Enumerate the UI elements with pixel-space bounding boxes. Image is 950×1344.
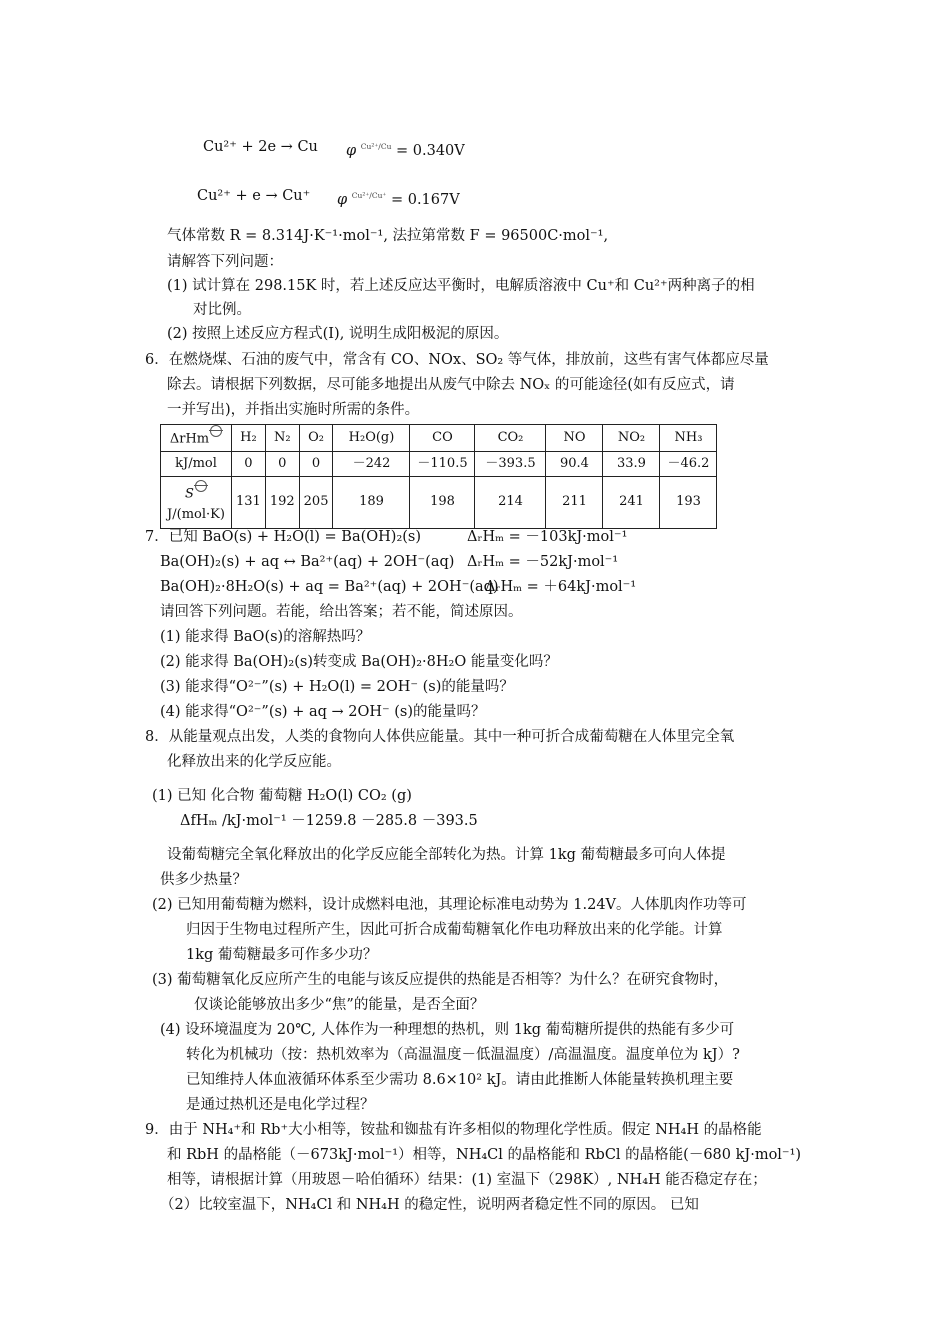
problem-8-line-2: 化释放出来的化学反应能。 [167, 754, 341, 770]
species-cell: H₂O(g) [333, 425, 410, 452]
problem-7-enthalpy-2: ΔᵣHₘ = －52kJ·mol⁻¹ [467, 554, 619, 570]
potential-1-value: = 0.340V [396, 142, 465, 159]
problem-8-line-6: 归因于生物电过程所产生，因此可折合成葡萄糖氧化作电功释放出来的化学能。计算 [186, 922, 723, 938]
problem-9-line-1: 9．由于 NH₄⁺和 Rb⁺大小相等，铵盐和铷盐有许多相似的物理化学性质。假定 NH₄H 的晶格能 [145, 1122, 762, 1138]
question-5-1: (1) 试计算在 298.15K 时，若上述反应达平衡时，电解质溶液中 Cu⁺和 Cu²⁺两种离子的相 [167, 278, 755, 294]
potential-1-subscript: Cu²⁺/Cu [360, 142, 392, 151]
dh-value-cell: 90.4 [546, 452, 603, 477]
problem-7-instruction: 请回答下列问题。若能，给出答案；若不能，简述原因。 [160, 604, 523, 620]
potential-2 [337, 186, 460, 210]
entropy-value-cell: 131 [232, 477, 266, 528]
problem-7-enthalpy-3: ΔᵣHₘ = ＋64kJ·mol⁻¹ [485, 579, 637, 595]
reaction-2: Cu²⁺ + e → Cu⁺ [197, 188, 311, 204]
standard-state-icon [210, 425, 222, 437]
entropy-value-cell: 192 [265, 477, 299, 528]
reaction-1: Cu²⁺ + 2e → Cu [203, 139, 318, 155]
dh-value-cell: 0 [265, 452, 299, 477]
dh-value-cell: 0 [232, 452, 266, 477]
problem-8-line-9: 仅谈论能够放出多少“焦”的能量，是否全面？ [194, 997, 485, 1013]
problem-6-line-1: 6．在燃烧煤、石油的废气中，常含有 CO、NOx、SO₂ 等气体，排放前，这些有害气体都应尽量 [145, 352, 769, 368]
dh-label-cell [161, 425, 232, 452]
dh-value-cell: －110.5 [410, 452, 475, 477]
problem-9-line-3: 相等，请根据计算（用玻恩－哈伯循环）结果：(1) 室温下（298K）, NH₄H 能否稳定存在； [167, 1172, 767, 1188]
problem-8-line-13: 是通过热机还是电化学过程？ [186, 1097, 375, 1113]
problem-7-question-4: (4) 能求得“O²⁻”(s) + aq → 2OH⁻ (s)的能量吗？ [160, 704, 486, 720]
problem-8-line-4: 供多少热量？ [160, 872, 247, 888]
problem-7-reaction-1: 7．已知 BaO(s) + H₂O(l) = Ba(OH)₂(s) [145, 529, 422, 545]
potential-2-value: = 0.167V [390, 191, 460, 208]
ask-line: 请解答下列问题： [167, 254, 283, 270]
question-5-2: (2) 按照上述反应方程式(I), 说明生成阳极泥的原因。 [167, 326, 509, 342]
entropy-value-cell: 189 [333, 477, 410, 528]
thermo-data-table [160, 424, 717, 529]
species-cell: CO₂ [475, 425, 546, 452]
phi-symbol: φ [346, 142, 357, 159]
problem-9-line-4: （2）比较室温下，NH₄Cl 和 NH₄H 的稳定性，说明两者稳定性不同的原因。 已知 [160, 1197, 699, 1213]
species-cell: O₂ [299, 425, 333, 452]
problem-7-enthalpy-1: ΔᵣHₘ = －103kJ·mol⁻¹ [467, 529, 628, 545]
problem-6-line-3: 一并写出)，并指出实施时所需的条件。 [167, 402, 420, 418]
entropy-unit: J/(mol·K) [167, 506, 225, 522]
phi-symbol: φ [337, 191, 348, 208]
entropy-value-cell: 193 [660, 477, 717, 528]
problem-8-line-3: 设葡萄糖完全氧化释放出的化学反应能全部转化为热。计算 1kg 葡萄糖最多可向人体提 [167, 847, 726, 863]
problem-8-line-12: 已知维持人体血液循环体系至少需功 8.6×10² kJ。请由此推断人体能量转换机理主要 [186, 1072, 734, 1088]
species-cell: NH₃ [660, 425, 717, 452]
question-5-1-cont: 对比例。 [193, 302, 251, 318]
entropy-label-cell [161, 477, 232, 528]
dh-value-cell: －46.2 [660, 452, 717, 477]
problem-7-question-2: (2) 能求得 Ba(OH)₂(s)转变成 Ba(OH)₂·8H₂O 能量变化吗？ [160, 654, 558, 670]
entropy-label: S [185, 486, 194, 502]
problem-6-line-2: 除去。请根据下列数据，尽可能多地提出从废气中除去 NOₓ 的可能途径(如有反应式，请 [167, 377, 735, 393]
problem-7-reaction-2: Ba(OH)₂(s) + aq ↔ Ba²⁺(aq) + 2OH⁻(aq) [160, 554, 455, 570]
entropy-value-cell: 205 [299, 477, 333, 528]
species-cell: NO₂ [603, 425, 660, 452]
problem-9-line-2: 和 RbH 的晶格能（－673kJ·mol⁻¹）相等，NH₄Cl 的晶格能和 RbCl 的晶格能(－680 kJ·mol⁻¹) [167, 1147, 802, 1163]
entropy-value-cell: 214 [475, 477, 546, 528]
potential-1 [346, 137, 465, 161]
species-cell: NO [546, 425, 603, 452]
problem-8-line-1: 8．从能量观点出发，人类的食物向人体供应能量。其中一种可折合成葡萄糖在人体里完全氧 [145, 729, 735, 745]
dh-value-cell: 33.9 [603, 452, 660, 477]
problem-8-table-values: ΔfHₘ /kJ·mol⁻¹ －1259.8 －285.8 －393.5 [180, 813, 478, 829]
problem-8-line-11: 转化为机械功（按：热机效率为（高温温度－低温温度）/高温温度。温度单位为 kJ）? [186, 1047, 740, 1063]
entropy-value-cell: 211 [546, 477, 603, 528]
problem-8-line-8: (3) 葡萄糖氧化反应所产生的电能与该反应提供的热能是否相等？为什么？在研究食物时， [152, 972, 729, 988]
problem-8-line-10: (4) 设环境温度为 20℃, 人体作为一种理想的热机，则 1kg 葡萄糖所提供的热能有多少可 [160, 1022, 735, 1038]
dh-value-cell: －393.5 [475, 452, 546, 477]
standard-state-icon [195, 480, 207, 492]
entropy-value-cell: 198 [410, 477, 475, 528]
species-cell: H₂ [232, 425, 266, 452]
problem-7-reaction-3: Ba(OH)₂·8H₂O(s) + aq = Ba²⁺(aq) + 2OH⁻(aq) [160, 579, 499, 595]
potential-2-subscript: Cu²⁺/Cu⁺ [351, 191, 387, 200]
problem-8-line-5: (2) 已知用葡萄糖为燃料，设计成燃料电池，其理论标准电动势为 1.24V。人体肌肉作功等可 [152, 897, 747, 913]
entropy-value-cell: 241 [603, 477, 660, 528]
problem-7-question-3: (3) 能求得“O²⁻”(s) + H₂O(l) = 2OH⁻ (s)的能量吗？ [160, 679, 514, 695]
problem-8-table-header: (1) 已知 化合物 葡萄糖 H₂O(l) CO₂ (g) [152, 788, 412, 804]
dh-value-cell: －242 [333, 452, 410, 477]
species-cell: CO [410, 425, 475, 452]
dh-label: ΔrHm [169, 431, 210, 447]
species-cell: N₂ [265, 425, 299, 452]
problem-7-question-1: (1) 能求得 BaO(s)的溶解热吗？ [160, 629, 371, 645]
constants-line: 气体常数 R = 8.314J·K⁻¹·mol⁻¹, 法拉第常数 F = 96500C·mol⁻¹, [167, 228, 609, 244]
dh-unit-cell: kJ/mol [161, 452, 232, 477]
problem-8-line-7: 1kg 葡萄糖最多可作多少功？ [186, 947, 378, 963]
dh-value-cell: 0 [299, 452, 333, 477]
